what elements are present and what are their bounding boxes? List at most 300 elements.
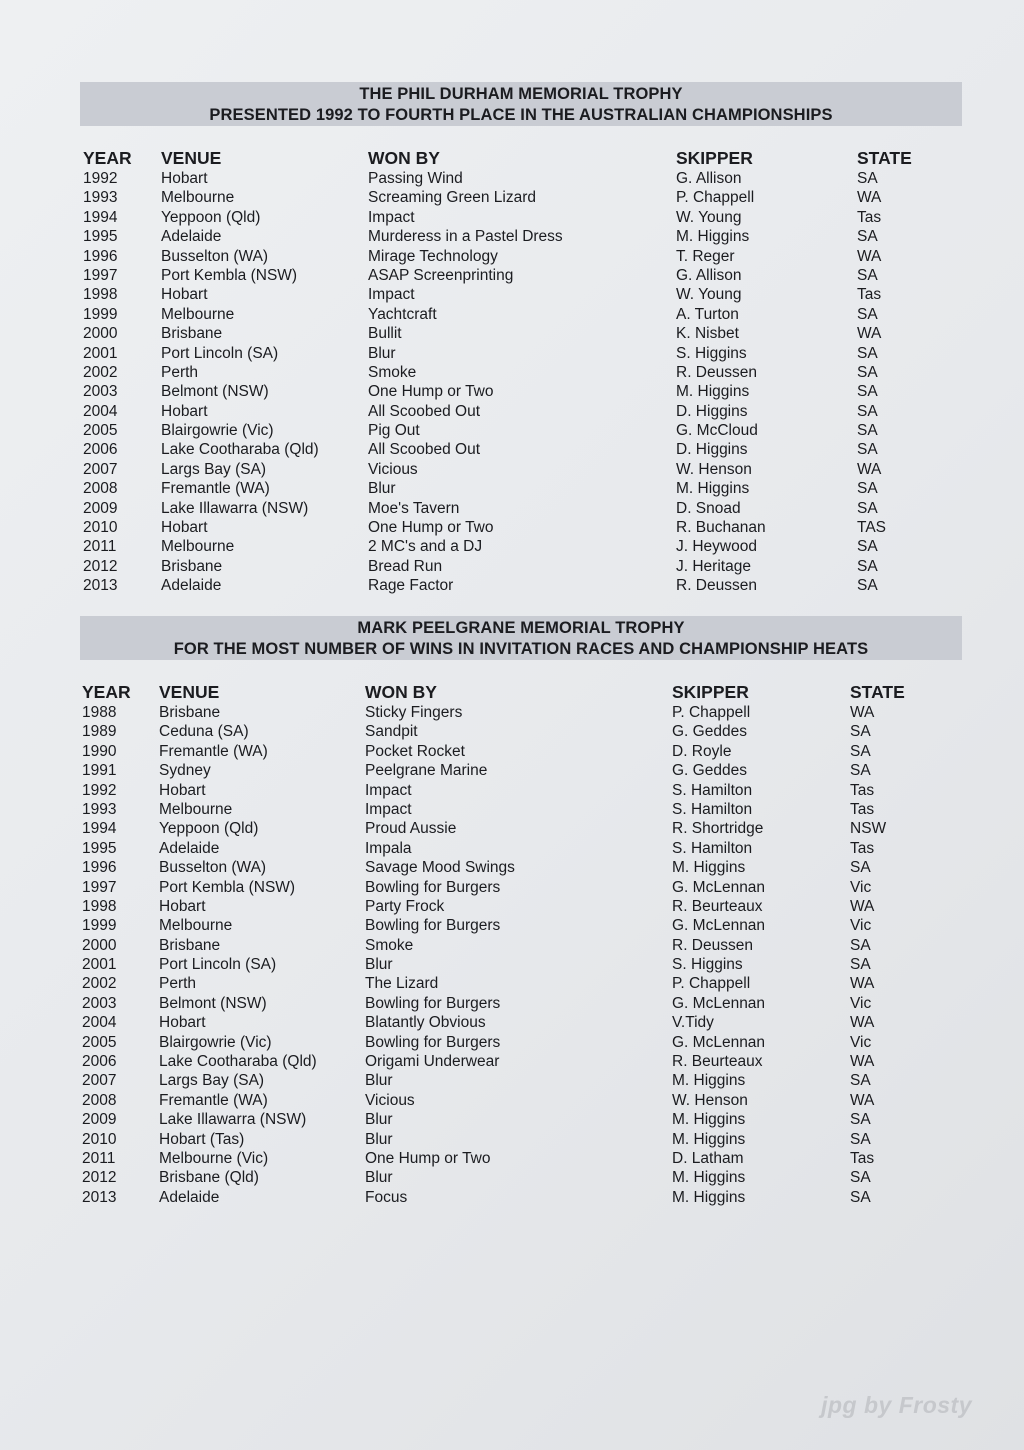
cell-skipper: W. Henson <box>672 1091 748 1109</box>
cell-won-by: 2 MC's and a DJ <box>368 538 483 556</box>
cell-skipper: G. McLennan <box>672 878 766 896</box>
cell-skipper: D. Higgins <box>676 402 748 420</box>
cell-state: WA <box>850 1014 875 1032</box>
cell-state: SA <box>857 363 878 381</box>
cell-skipper: G. McLennan <box>672 917 766 935</box>
cell-skipper: M. Higgins <box>672 1111 746 1129</box>
cell-won-by: Mirage Technology <box>368 247 498 265</box>
cell-venue: Ceduna (SA) <box>159 723 249 741</box>
header-year: YEAR <box>83 148 132 168</box>
cell-venue: Busselton (WA) <box>159 859 267 877</box>
cell-year: 2003 <box>82 994 117 1012</box>
cell-year: 1999 <box>82 917 117 935</box>
cell-year: 1994 <box>82 820 117 838</box>
cell-won-by: Smoke <box>365 936 414 954</box>
cell-won-by: Bread Run <box>368 557 443 575</box>
table-row <box>0 266 1024 285</box>
table-row <box>0 169 1024 188</box>
cell-won-by: Origami Underwear <box>365 1053 500 1071</box>
cell-state: SA <box>857 305 878 323</box>
cell-skipper: D. Higgins <box>676 441 748 459</box>
cell-skipper: S. Hamilton <box>672 800 753 818</box>
cell-skipper: P. Chappell <box>672 975 751 993</box>
cell-skipper: M. Higgins <box>676 383 750 401</box>
cell-year: 2000 <box>82 936 117 954</box>
cell-skipper: P. Chappell <box>676 189 755 207</box>
cell-venue: Hobart <box>161 519 208 537</box>
cell-skipper: S. Higgins <box>676 344 747 362</box>
cell-venue: Perth <box>159 975 197 993</box>
cell-skipper: R. Buchanan <box>676 519 766 537</box>
cell-venue: Sydney <box>159 762 211 780</box>
cell-state: SA <box>850 1111 871 1129</box>
header-venue: VENUE <box>159 682 220 702</box>
cell-skipper: S. Hamilton <box>672 839 753 857</box>
cell-venue: Melbourne (Vic) <box>159 1149 269 1167</box>
cell-won-by: Peelgrane Marine <box>365 762 488 780</box>
cell-skipper: R. Beurteaux <box>672 897 763 915</box>
cell-state: WA <box>850 1091 875 1109</box>
cell-won-by: Blur <box>365 1072 393 1090</box>
cell-skipper: V.Tidy <box>672 1014 714 1032</box>
table-row <box>0 382 1024 401</box>
table-row <box>0 974 1024 993</box>
table-row <box>0 1052 1024 1071</box>
cell-won-by: Blur <box>365 1111 393 1129</box>
cell-skipper: T. Reger <box>676 247 735 265</box>
cell-state: SA <box>857 441 878 459</box>
table-row <box>0 878 1024 897</box>
cell-venue: Port Lincoln (SA) <box>159 956 277 974</box>
cell-state: SA <box>857 383 878 401</box>
cell-venue: Melbourne <box>159 917 233 935</box>
cell-year: 2009 <box>82 1111 117 1129</box>
watermark: jpg by Frosty <box>821 1392 972 1418</box>
cell-won-by: Rage Factor <box>368 577 454 595</box>
table-row <box>0 421 1024 440</box>
cell-state: SA <box>857 557 878 575</box>
trophy2-header-row <box>0 681 1024 703</box>
cell-state: SA <box>850 1169 871 1187</box>
cell-year: 2009 <box>83 499 118 517</box>
cell-year: 1998 <box>82 897 117 915</box>
cell-year: 1995 <box>83 228 118 246</box>
cell-venue: Brisbane <box>159 704 221 721</box>
table-row <box>0 1130 1024 1149</box>
trophy1-subtitle: PRESENTED 1992 TO FOURTH PLACE IN THE AUSTRALIAN CHAMPIONSHIPS <box>209 106 833 124</box>
cell-won-by: Bowling for Burgers <box>365 917 501 935</box>
table-row <box>0 324 1024 343</box>
cell-skipper: D. Royle <box>672 742 732 760</box>
table-row <box>0 363 1024 382</box>
cell-state: WA <box>850 1053 875 1071</box>
cell-venue: Melbourne <box>161 538 235 556</box>
cell-state: Vic <box>850 994 872 1012</box>
cell-year: 2004 <box>83 402 118 420</box>
cell-won-by: Bowling for Burgers <box>365 878 501 896</box>
cell-won-by: One Hump or Two <box>368 519 494 537</box>
cell-venue: Busselton (WA) <box>161 247 269 265</box>
cell-skipper: G. Allison <box>676 266 742 284</box>
cell-year: 2011 <box>83 538 117 556</box>
cell-venue: Lake Cootharaba (Qld) <box>159 1053 317 1071</box>
table-row <box>0 722 1024 741</box>
cell-won-by: Focus <box>365 1188 408 1206</box>
cell-state: Tas <box>850 839 875 857</box>
table-row <box>0 916 1024 935</box>
cell-won-by: Vicious <box>368 460 418 478</box>
cell-skipper: W. Young <box>676 286 742 304</box>
cell-won-by: Blur <box>365 1130 393 1148</box>
trophy1-title: THE PHIL DURHAM MEMORIAL TROPHY <box>359 85 683 103</box>
cell-state: SA <box>850 742 871 760</box>
cell-won-by: All Scoobed Out <box>368 402 481 420</box>
cell-skipper: M. Higgins <box>672 1169 746 1187</box>
cell-year: 1992 <box>83 170 118 187</box>
cell-state: SA <box>857 499 878 517</box>
cell-skipper: M. Higgins <box>676 480 750 498</box>
cell-year: 2005 <box>82 1033 117 1051</box>
table-row <box>0 1013 1024 1032</box>
table-row <box>0 781 1024 800</box>
cell-won-by: Impact <box>365 781 412 799</box>
table-row <box>0 499 1024 518</box>
header-skipper: SKIPPER <box>676 148 753 168</box>
table-row <box>0 576 1024 595</box>
table-row <box>0 285 1024 304</box>
cell-state: Tas <box>857 208 882 226</box>
cell-year: 1989 <box>82 723 117 741</box>
cell-year: 2006 <box>83 441 118 459</box>
cell-venue: Brisbane <box>161 557 223 575</box>
cell-state: Vic <box>850 1033 872 1051</box>
cell-venue: Melbourne <box>161 189 235 207</box>
cell-venue: Fremantle (WA) <box>159 742 268 760</box>
trophy2-subtitle: FOR THE MOST NUMBER OF WINS IN INVITATION RACES AND CHAMPIONSHIP HEATS <box>173 640 869 658</box>
cell-venue: Belmont (NSW) <box>161 383 269 401</box>
header-won-by: WON BY <box>365 682 437 702</box>
cell-state: Vic <box>850 878 872 896</box>
cell-venue: Lake Illawarra (NSW) <box>159 1111 307 1129</box>
cell-state: SA <box>850 762 871 780</box>
cell-skipper: D. Latham <box>672 1149 744 1167</box>
cell-year: 1997 <box>83 266 118 284</box>
cell-venue: Hobart (Tas) <box>159 1130 245 1148</box>
cell-state: SA <box>850 859 871 877</box>
cell-skipper: M. Higgins <box>672 1188 746 1206</box>
cell-venue: Blairgowrie (Vic) <box>159 1033 272 1051</box>
cell-year: 2012 <box>83 557 118 575</box>
cell-venue: Hobart <box>161 170 208 187</box>
cell-year: 1995 <box>82 839 117 857</box>
cell-won-by: The Lizard <box>365 975 439 993</box>
trophy2-table <box>0 681 1024 1207</box>
cell-skipper: A. Turton <box>676 305 739 323</box>
cell-venue: Yeppoon (Qld) <box>159 820 259 838</box>
table-row <box>0 402 1024 421</box>
table-row <box>0 1033 1024 1052</box>
cell-skipper: M. Higgins <box>672 859 746 877</box>
cell-skipper: G. Geddes <box>672 723 747 741</box>
cell-venue: Melbourne <box>161 305 235 323</box>
header-year: YEAR <box>82 682 131 702</box>
cell-venue: Adelaide <box>159 839 220 857</box>
cell-state: Tas <box>857 286 882 304</box>
cell-year: 2006 <box>82 1053 117 1071</box>
cell-state: SA <box>857 577 878 595</box>
table-row <box>0 440 1024 459</box>
cell-won-by: Bowling for Burgers <box>365 994 501 1012</box>
cell-venue: Lake Cootharaba (Qld) <box>161 441 319 459</box>
cell-skipper: R. Deussen <box>672 936 753 954</box>
cell-won-by: Blatantly Obvious <box>365 1014 486 1032</box>
cell-skipper: K. Nisbet <box>676 325 739 343</box>
trophy2-title: MARK PEELGRANE MEMORIAL TROPHY <box>357 619 685 637</box>
cell-skipper: M. Higgins <box>672 1072 746 1090</box>
table-row <box>0 819 1024 838</box>
cell-year: 1988 <box>82 704 117 721</box>
cell-year: 2003 <box>83 383 118 401</box>
table-row <box>0 344 1024 363</box>
header-state: STATE <box>857 148 912 168</box>
cell-year: 2010 <box>83 519 118 537</box>
cell-skipper: D. Snoad <box>676 499 741 517</box>
cell-won-by: Party Frock <box>365 897 445 915</box>
table-row <box>0 800 1024 819</box>
cell-skipper: S. Higgins <box>672 956 743 974</box>
header-venue: VENUE <box>161 148 222 168</box>
cell-venue: Melbourne <box>159 800 233 818</box>
cell-won-by: Impala <box>365 839 412 857</box>
cell-state: WA <box>857 325 882 343</box>
cell-state: SA <box>857 266 878 284</box>
cell-state: WA <box>857 189 882 207</box>
cell-state: Vic <box>850 917 872 935</box>
cell-skipper: M. Higgins <box>672 1130 746 1148</box>
cell-skipper: S. Hamilton <box>672 781 753 799</box>
cell-skipper: G. McCloud <box>676 422 758 440</box>
cell-venue: Adelaide <box>161 577 222 595</box>
table-row <box>0 858 1024 877</box>
cell-won-by: Yachtcraft <box>368 305 437 323</box>
cell-won-by: ASAP Screenprinting <box>368 266 514 284</box>
trophy2-title-banner <box>80 616 962 660</box>
header-won-by: WON BY <box>368 148 440 168</box>
cell-venue: Port Kembla (NSW) <box>161 266 298 284</box>
cell-year: 2013 <box>82 1188 117 1206</box>
cell-venue: Hobart <box>161 402 208 420</box>
cell-venue: Lake Illawarra (NSW) <box>161 499 309 517</box>
cell-venue: Fremantle (WA) <box>161 480 270 498</box>
cell-state: SA <box>850 723 871 741</box>
cell-state: WA <box>850 975 875 993</box>
header-state: STATE <box>850 682 905 702</box>
cell-venue: Yeppoon (Qld) <box>161 208 261 226</box>
cell-skipper: J. Heywood <box>676 538 757 556</box>
table-row <box>0 839 1024 858</box>
cell-year: 1996 <box>83 247 118 265</box>
cell-skipper: R. Beurteaux <box>672 1053 763 1071</box>
cell-venue: Port Kembla (NSW) <box>159 878 296 896</box>
cell-year: 2002 <box>82 975 117 993</box>
cell-venue: Belmont (NSW) <box>159 994 267 1012</box>
cell-venue: Perth <box>161 363 199 381</box>
cell-skipper: W. Henson <box>676 460 752 478</box>
cell-skipper: G. Allison <box>676 170 742 187</box>
cell-venue: Fremantle (WA) <box>159 1091 268 1109</box>
table-row <box>0 208 1024 227</box>
cell-skipper: G. McLennan <box>672 994 766 1012</box>
cell-skipper: G. McLennan <box>672 1033 766 1051</box>
cell-year: 2010 <box>82 1130 117 1148</box>
cell-state: SA <box>850 1072 871 1090</box>
cell-year: 1993 <box>83 189 118 207</box>
cell-year: 2008 <box>82 1091 117 1109</box>
cell-venue: Largs Bay (SA) <box>159 1072 265 1090</box>
cell-won-by: Murderess in a Pastel Dress <box>368 228 563 246</box>
cell-venue: Brisbane <box>161 325 223 343</box>
cell-won-by: Blur <box>368 480 396 498</box>
cell-venue: Adelaide <box>159 1188 220 1206</box>
cell-won-by: All Scoobed Out <box>368 441 481 459</box>
table-row <box>0 1110 1024 1129</box>
cell-won-by: Vicious <box>365 1091 415 1109</box>
cell-year: 1993 <box>82 800 117 818</box>
cell-state: WA <box>850 704 875 721</box>
cell-year: 1991 <box>82 762 117 780</box>
cell-year: 2007 <box>83 460 118 478</box>
cell-won-by: Blur <box>368 344 396 362</box>
trophy1-title-banner <box>80 82 962 126</box>
cell-won-by: Savage Mood Swings <box>365 859 515 877</box>
table-row <box>0 247 1024 266</box>
cell-won-by: Blur <box>365 1169 393 1187</box>
cell-year: 2001 <box>82 956 117 974</box>
cell-won-by: Passing Wind <box>368 170 463 187</box>
cell-venue: Blairgowrie (Vic) <box>161 422 274 440</box>
cell-year: 2011 <box>82 1149 116 1167</box>
cell-year: 2013 <box>83 577 118 595</box>
cell-won-by: Bowling for Burgers <box>365 1033 501 1051</box>
cell-won-by: One Hump or Two <box>365 1149 491 1167</box>
cell-won-by: Smoke <box>368 363 417 381</box>
cell-skipper: M. Higgins <box>676 228 750 246</box>
cell-won-by: Impact <box>365 800 412 818</box>
header-skipper: SKIPPER <box>672 682 749 702</box>
cell-year: 1992 <box>82 781 117 799</box>
cell-venue: Brisbane (Qld) <box>159 1169 259 1187</box>
table-row <box>0 460 1024 479</box>
cell-venue: Hobart <box>159 897 206 915</box>
cell-skipper: R. Deussen <box>676 577 757 595</box>
table-row <box>0 1071 1024 1090</box>
cell-state: WA <box>857 247 882 265</box>
table-row <box>0 703 1024 722</box>
cell-state: TAS <box>857 519 886 537</box>
table-row <box>0 557 1024 576</box>
cell-skipper: G. Geddes <box>672 762 747 780</box>
table-row <box>0 518 1024 537</box>
cell-year: 2005 <box>83 422 118 440</box>
cell-state: SA <box>850 1130 871 1148</box>
table-row <box>0 1168 1024 1187</box>
cell-year: 1990 <box>82 742 117 760</box>
table-row <box>0 936 1024 955</box>
table-row <box>0 994 1024 1013</box>
cell-state: SA <box>857 402 878 420</box>
cell-won-by: Impact <box>368 286 415 304</box>
cell-year: 2007 <box>82 1072 117 1090</box>
cell-state: SA <box>857 538 878 556</box>
table-row <box>0 761 1024 780</box>
cell-state: SA <box>857 228 878 246</box>
cell-state: SA <box>850 956 871 974</box>
cell-state: WA <box>857 460 882 478</box>
cell-won-by: Blur <box>365 956 393 974</box>
cell-year: 2002 <box>83 363 118 381</box>
cell-skipper: J. Heritage <box>676 557 751 575</box>
cell-state: WA <box>850 897 875 915</box>
cell-venue: Adelaide <box>161 228 222 246</box>
cell-won-by: Pig Out <box>368 422 420 440</box>
table-row <box>0 1188 1024 1207</box>
cell-skipper: P. Chappell <box>672 704 751 721</box>
cell-won-by: Sticky Fingers <box>365 704 463 721</box>
cell-venue: Hobart <box>161 286 208 304</box>
cell-skipper: R. Shortridge <box>672 820 764 838</box>
cell-won-by: Proud Aussie <box>365 820 457 838</box>
cell-year: 2000 <box>83 325 118 343</box>
cell-state: SA <box>850 1188 871 1206</box>
cell-state: SA <box>857 480 878 498</box>
cell-venue: Port Lincoln (SA) <box>161 344 279 362</box>
cell-won-by: One Hump or Two <box>368 383 494 401</box>
cell-skipper: R. Deussen <box>676 363 757 381</box>
cell-venue: Hobart <box>159 781 206 799</box>
table-row <box>0 537 1024 556</box>
cell-skipper: W. Young <box>676 208 742 226</box>
trophy1-header-row <box>0 147 1024 169</box>
table-row <box>0 1091 1024 1110</box>
trophy1-rows <box>0 169 1024 596</box>
cell-venue: Largs Bay (SA) <box>161 460 267 478</box>
cell-year: 2012 <box>82 1169 117 1187</box>
table-row <box>0 188 1024 207</box>
cell-year: 2008 <box>83 480 118 498</box>
cell-venue: Hobart <box>159 1014 206 1032</box>
table-row <box>0 305 1024 324</box>
cell-year: 2004 <box>82 1014 117 1032</box>
cell-won-by: Pocket Rocket <box>365 742 465 760</box>
table-row <box>0 897 1024 916</box>
table-row <box>0 1149 1024 1168</box>
cell-state: SA <box>857 344 878 362</box>
cell-state: NSW <box>850 820 887 838</box>
table-row <box>0 742 1024 761</box>
table-row <box>0 479 1024 498</box>
cell-won-by: Moe's Tavern <box>368 499 460 517</box>
trophy1-table <box>0 147 1024 596</box>
cell-won-by: Impact <box>368 208 415 226</box>
table-row <box>0 955 1024 974</box>
cell-state: SA <box>857 170 878 187</box>
cell-venue: Brisbane <box>159 936 221 954</box>
cell-won-by: Bullit <box>368 325 402 343</box>
cell-state: SA <box>857 422 878 440</box>
cell-state: Tas <box>850 800 875 818</box>
cell-year: 1999 <box>83 305 118 323</box>
cell-won-by: Sandpit <box>365 723 418 741</box>
